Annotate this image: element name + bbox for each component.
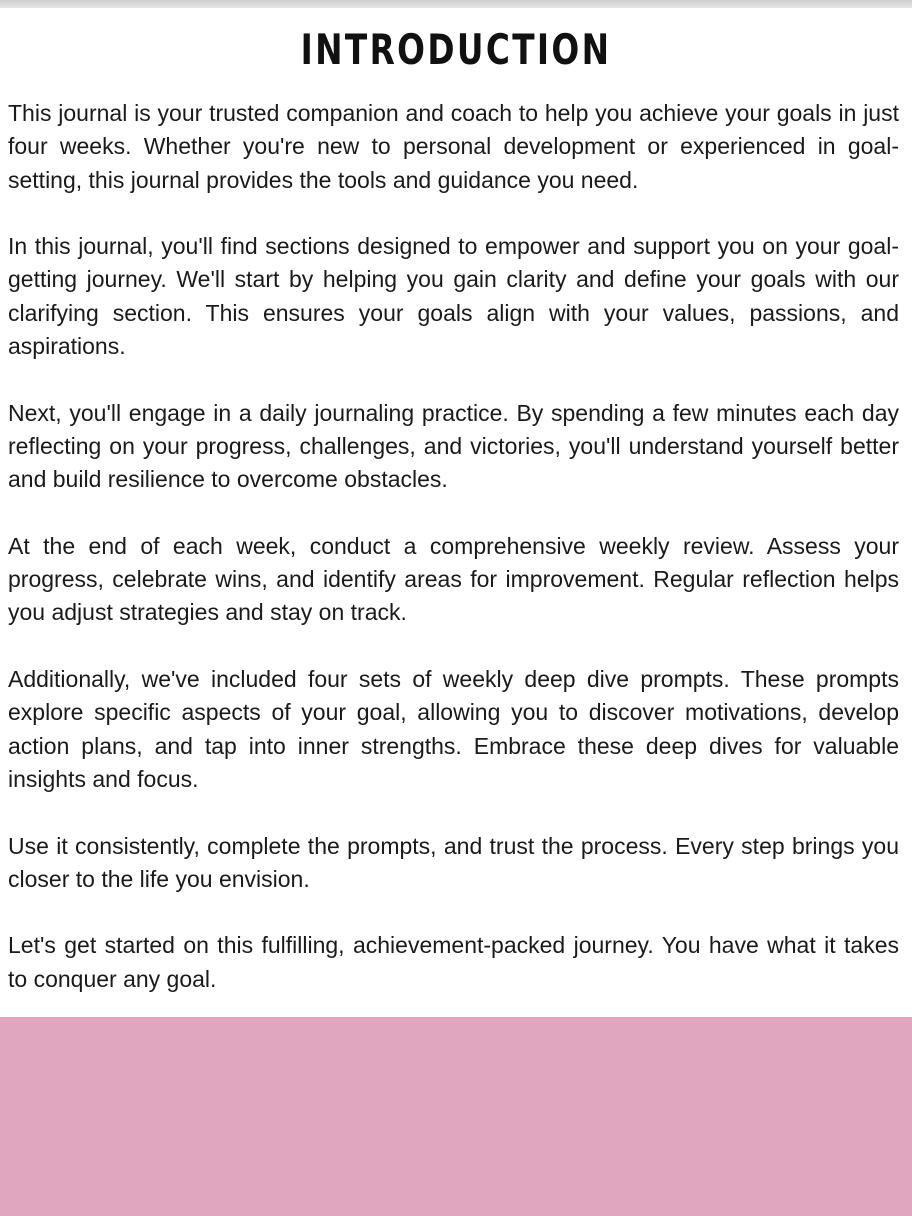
top-edge-strip: [0, 0, 912, 8]
paragraph-intro: This journal is your trusted companion and coach to help you achieve your goals in just four weeks. Whether you're new to personal development or experienced in goal-setting, this journal provides the tools and guidance you need.: [8, 100, 899, 193]
paragraph-sections: In this journal, you'll find sections designed to empower and support you on your goal-getting journey. We'll start by helping you gain clarity and define your goals with our clarifying section. This ensures your goals align with your values, passions, and aspirations.: [8, 233, 899, 360]
paragraph-deep-dive: Additionally, we've included four sets of weekly deep dive prompts. These prompts explore specific aspects of your goal, allowing you to discover motivations, develop action plans, and tap into inner strengths. Embrace these deep dives for valuable insights and focus.: [8, 666, 899, 792]
introduction-body: [8, 97, 899, 996]
page-title: INTRODUCTION: [300, 25, 612, 74]
paragraph-closing: Let's get started on this fulfilling, achievement-packed journey. You have what it takes to conquer any goal.: [8, 932, 899, 992]
paragraph-daily-journaling: Next, you'll engage in a daily journaling practice. By spending a few minutes each day reflecting on your progress, challenges, and victories, you'll understand yourself better and build resilience to overcome obstacles.: [8, 399, 899, 493]
paragraph-weekly-review: At the end of each week, conduct a comprehensive weekly review. Assess your progress, celebrate wins, and identify areas for improvement. Regular reflection helps you adjust strategies and stay on track.: [8, 532, 899, 626]
paragraph-consistency: Use it consistently, complete the prompts, and trust the process. Every step brings you closer to the life you envision.: [8, 832, 899, 892]
pink-footer-band: [0, 1017, 912, 1216]
